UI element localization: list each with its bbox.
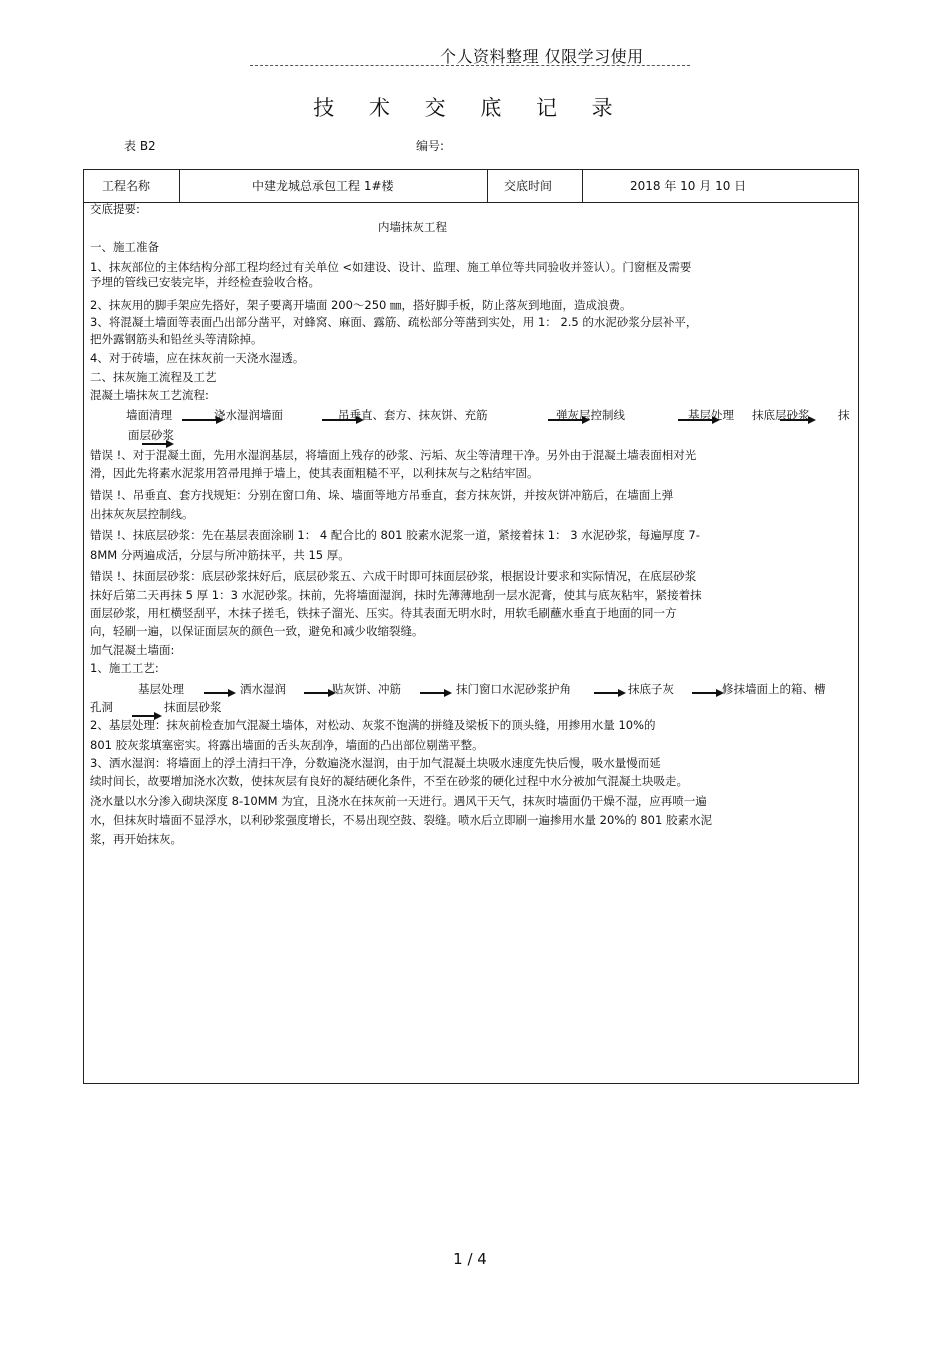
text-line: 错误 !、抹面层砂浆：底层砂浆抹好后，底层砂浆五、六成干时即可抹面层砂浆，根据设计要求和实际情况，在底层砂浆 [90, 569, 697, 583]
text-line: 2、抹灰用的脚手架应先搭好，架子要离开墙面 200～250 ㎜，搭好脚手板，防止落灰到地面，造成浪费。 [90, 298, 632, 312]
flow-step: 吊垂直、套方、抹灰饼、充筋 [338, 408, 488, 422]
flow-step: 弹灰层控制线 [556, 408, 625, 422]
text-line: 续时间长，故要增加浇水次数，使抹灰层有良好的凝结硬化条件，不至在砂浆的硬化过程中水分被加气混凝土块吸走。 [90, 774, 688, 788]
text-line: 一、施工准备 [90, 240, 159, 254]
project-value: 中建龙城总承包工程 1#楼 [252, 179, 394, 193]
flow-step: 抹门窗口水泥砂浆护角 [456, 682, 571, 696]
document-title: 技 术 交 底 记 录 [313, 96, 627, 120]
arrow-right-icon [182, 419, 218, 421]
text-line: 浇水量以水分渗入砌块深度 8-10MM 为宜，且浇水在抹灰前一天进行。遇风干天气，抹灰时墙面仍干燥不湿，应再喷一遍 [90, 794, 707, 808]
page-number: 1 / 4 [453, 1250, 487, 1268]
text-line: 滑，因此先将素水泥浆用笤帚甩掸于墙上，使其表面粗糙不平，以利抹灰与之粘结牢固。 [90, 466, 539, 480]
arrow-right-icon [142, 443, 168, 445]
flow-step: 浇水湿润墙面 [214, 408, 283, 422]
text-line: 加气混凝土墙面: [90, 643, 175, 657]
text-line: 错误 !、抹底层砂浆：先在基层表面涂刷 1： 4 配合比的 801 胶素水泥浆一道，紧接着抹 1： 3 水泥砂浆，每遍厚度 7- [90, 528, 700, 542]
flow-step: 抹底层砂浆 [752, 408, 810, 422]
flow-step: 孔洞 [90, 700, 113, 714]
text-line: 1、施工工艺: [90, 661, 159, 675]
text-line: 错误 !、吊垂直、套方找规矩：分别在窗口角、垛、墙面等地方吊垂直，套方抹灰饼，并按灰饼冲筋后，在墙面上弹 [90, 488, 674, 502]
text-line: 出抹灰灰层控制线。 [90, 507, 194, 521]
flow-step: 面层砂浆 [128, 428, 174, 442]
text-line: 向，轻刷一遍，以保证面层灰的颜色一致，避免和减少收缩裂缝。 [90, 624, 424, 638]
text-line: 2、基层处理：抹灰前检查加气混凝土墙体，对松动、灰浆不饱满的拼缝及梁板下的顶头缝，用掺用水量 10%的 [90, 718, 656, 732]
text-line: 3、洒水湿润：将墙面上的浮土清扫干净，分数遍浇水湿润，由于加气混凝土块吸水速度先快后慢，吸水量慢而延 [90, 756, 661, 770]
arrow-right-icon [780, 419, 810, 421]
form-number-label: 编号: [416, 139, 445, 153]
flow-step: 抹面层砂浆 [164, 700, 222, 714]
flow-step: 基层处理 [688, 408, 734, 422]
text-line: 3、将混凝土墙面等表面凸出部分凿平，对蜂窝、麻面、露筋、疏松部分等凿到实处，用 1： 2.5 的水泥砂浆分层补平， [90, 315, 698, 329]
text-line: 1、抹灰部位的主体结构分部工程均经过有关单位 <如建设、设计、监理、施工单位等共同验收并签认）。门窗框及需要 [90, 260, 692, 274]
text-line: 浆，再开始抹灰。 [90, 832, 182, 846]
text-line: 予埋的管线已安装完毕，并经检查验收合格。 [90, 275, 320, 289]
text-line: 二、抹灰施工流程及工艺 [90, 370, 217, 384]
flow-step: 贴灰饼、冲筋 [332, 682, 401, 696]
text-line: 面层砂浆，用杠横竖刮平，木抹子搓毛，铁抹子溜光、压实。待其表面无明水时，用软毛刷蘸水垂直于地面的同一方 [90, 606, 677, 620]
flow-step: 抹 [838, 408, 850, 422]
arrow-right-icon [420, 692, 446, 694]
flow-step: 墙面清理 [126, 408, 172, 422]
cell-divider [487, 170, 488, 202]
arrow-right-icon [594, 692, 620, 694]
text-line: 801 胶灰浆填塞密实。将露出墙面的舌头灰刮净，墙面的凸出部位剔凿平整。 [90, 738, 484, 752]
text-line: 混凝土墙抹灰工艺流程: [90, 388, 209, 402]
text-line: 8MM 分两遍成活，分层与所冲筋抹平，共 15 厚。 [90, 548, 350, 562]
flow-step: 抹底子灰 [628, 682, 674, 696]
text-line: 水，但抹灰时墙面不显浮水，以利砂浆强度增长，不易出现空鼓、裂缝。喷水后立即刷一遍掺用水量 20%的 801 胶素水泥 [90, 813, 712, 827]
arrow-right-icon [692, 692, 718, 694]
arrow-right-icon [304, 692, 330, 694]
header-note: 个人资料整理 仅限学习使用 [440, 47, 644, 66]
arrow-right-icon [132, 715, 156, 717]
record-table [83, 169, 859, 1084]
date-label: 交底时间 [504, 179, 553, 193]
date-value: 2018 年 10 月 10 日 [630, 179, 747, 193]
header-dashed-line [250, 65, 690, 66]
text-line: 把外露钢筋头和铅丝头等清除掉。 [90, 332, 263, 346]
flow-step: 洒水湿润 [240, 682, 286, 696]
cell-divider [179, 170, 180, 202]
briefing-subject: 内墙抹灰工程 [378, 220, 447, 234]
text-line: 错误 !、对于混凝土面，先用水湿润基层，将墙面上残存的砂浆、污垢、灰尘等清理干净。另外由于混凝土墙表面相对光 [90, 448, 697, 462]
flow-step: 基层处理 [138, 682, 184, 696]
project-label: 工程名称 [102, 179, 151, 193]
summary-label: 交底提要: [90, 202, 140, 216]
table-header-row [84, 170, 858, 203]
text-line: 4、对于砖墙，应在抹灰前一天浇水湿透。 [90, 351, 305, 365]
cell-divider [582, 170, 583, 202]
text-line: 抹好后第二天再抹 5 厚 1：3 水泥砂浆。抹前，先将墙面湿润，抹时先薄薄地刮一层水泥膏，使其与底灰粘牢，紧接着抹 [90, 588, 702, 602]
form-code: 表 B2 [124, 139, 156, 153]
flow-step: 修抹墙面上的箱、槽 [722, 682, 826, 696]
arrow-right-icon [204, 692, 230, 694]
